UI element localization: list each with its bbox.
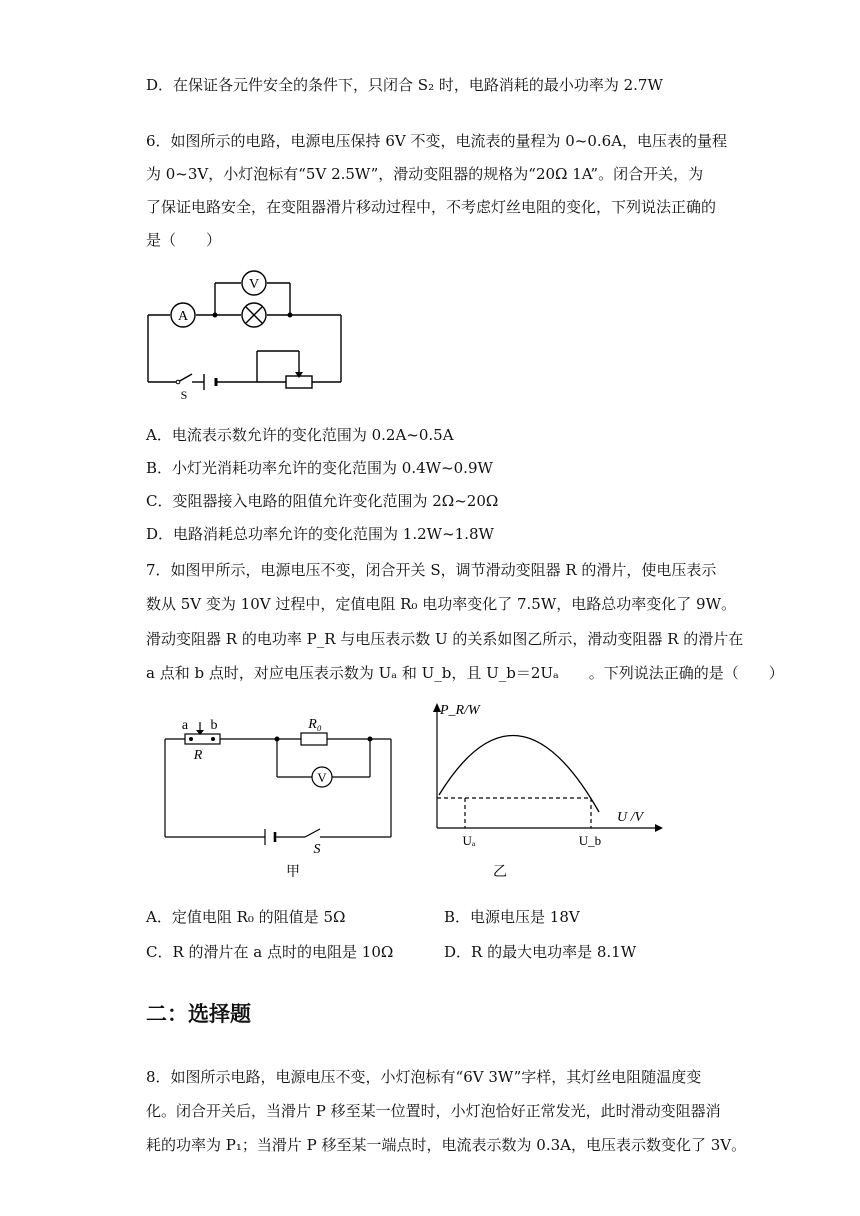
section-heading: 二：选择题	[146, 1002, 251, 1026]
yi-tick-ub: U_b	[578, 833, 602, 848]
yi-ylabel: P_R/W	[440, 703, 480, 718]
q7-text-line-3: 滑动变阻器 R 的电功率 P_R 与电压表示数 U 的关系如图乙所示，滑动变阻器 R 的滑片在	[146, 630, 744, 648]
yi-caption: 乙	[493, 865, 507, 880]
jia-voltmeter-label: V	[317, 770, 327, 785]
jia-label-r: R	[193, 748, 203, 763]
q7-option-c: C．R 的滑片在 a 点时的电阻是 10Ω	[146, 943, 394, 961]
q6-circuit-diagram	[140, 262, 360, 402]
q6-text-line-3: 了保证电路安全，在变阻器滑片移动过程中，不考虑灯丝电阻的变化，下列说法正确的	[146, 198, 717, 216]
ammeter-label: A	[177, 309, 189, 324]
q6-option-c: C．变阻器接入电路的阻值允许变化范围为 2Ω~20Ω	[146, 492, 499, 510]
jia-label-r0: R₀	[308, 717, 322, 732]
switch-label: S	[180, 388, 188, 402]
q6-text-line-1: 6．如图所示的电路，电源电压保持 6V 不变，电流表的量程为 0~0.6A，电压表的量程	[146, 132, 728, 150]
yi-tick-ua: Uₐ	[462, 833, 476, 848]
q6-option-b: B．小灯光消耗功率允许的变化范围为 0.4W~0.9W	[146, 459, 493, 477]
voltmeter-label: V	[248, 277, 260, 292]
q8-text-line-2: 化。闭合开关后，当滑片 P 移至某一位置时，小灯泡恰好正常发光，此时滑动变阻器消	[146, 1102, 721, 1120]
jia-caption: 甲	[286, 865, 300, 880]
q7-option-d: D．R 的最大电功率是 8.1W	[444, 943, 637, 961]
q7-figure-yi	[425, 700, 665, 885]
jia-label-a: a	[181, 718, 189, 733]
yi-xlabel: U /V	[617, 810, 644, 825]
q6-option-a: A．电流表示数允许的变化范围为 0.2A~0.5A	[146, 426, 454, 444]
q7-text-line-1: 7．如图甲所示，电源电压不变，闭合开关 S，调节滑动变阻器 R 的滑片，使电压表示	[146, 561, 717, 579]
jia-label-s: S	[313, 842, 321, 857]
q7-option-a: A．定值电阻 R₀ 的阻值是 5Ω	[146, 908, 346, 926]
q6-text-line-2: 为 0~3V，小灯泡标有“5V 2.5W”，滑动变阻器的规格为“20Ω 1A”。闭合开关，为	[146, 165, 704, 183]
q7-option-b: B．电源电压是 18V	[444, 908, 580, 926]
jia-label-b: b	[210, 718, 218, 733]
q7-text-line-4: a 点和 b 点时，对应电压表示数为 Uₐ 和 U_b，且 U_b＝2Uₐ 。下列说法正确的是（ ）	[146, 664, 784, 682]
q5-option-d: D．在保证各元件安全的条件下，只闭合 S₂ 时，电路消耗的最小功率为 2.7W	[146, 76, 663, 94]
q7-text-line-2: 数从 5V 变为 10V 过程中，定值电阻 R₀ 电功率变化了 7.5W，电路总功率变化了 9W。	[146, 595, 736, 613]
q6-text-line-4: 是（ ）	[146, 231, 222, 249]
q6-option-d: D．电路消耗总功率允许的变化范围为 1.2W~1.8W	[146, 525, 494, 543]
q8-text-line-1: 8．如图所示电路，电源电压不变，小灯泡标有“6V 3W”字样，其灯丝电阻随温度变	[146, 1068, 702, 1086]
q8-text-line-3: 耗的功率为 P₁；当滑片 P 移至某一端点时，电流表示数为 0.3A，电压表示数变化了 3V。	[146, 1136, 747, 1154]
q7-figure-jia	[160, 710, 400, 885]
